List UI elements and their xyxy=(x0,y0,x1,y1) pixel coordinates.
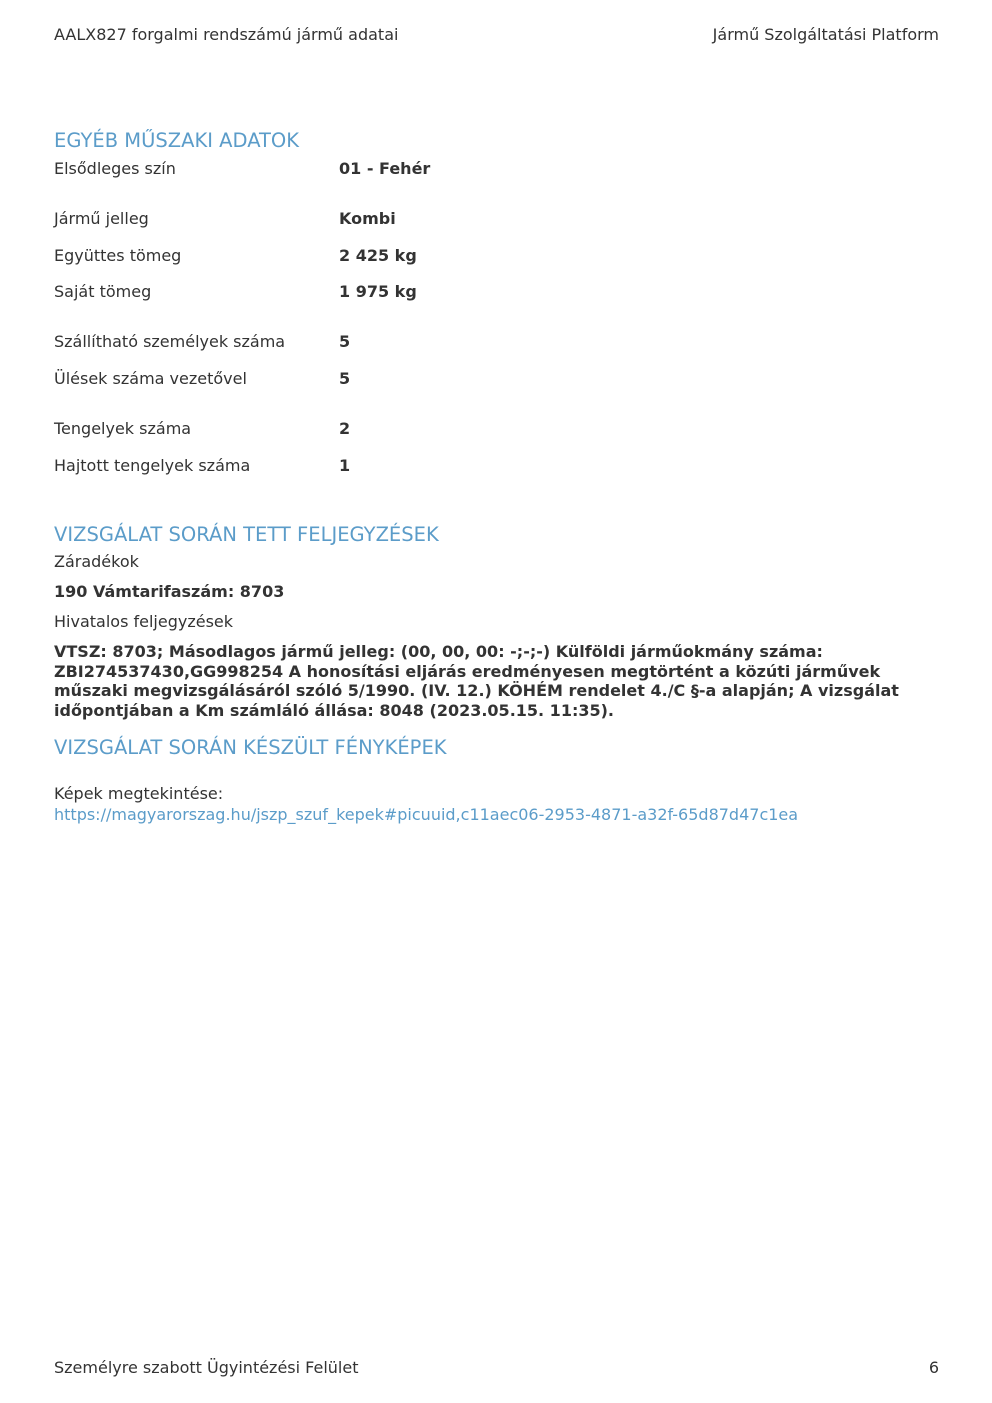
primary-color-value: 01 - Fehér xyxy=(339,159,431,178)
photos-link[interactable]: https://magyarorszag.hu/jszp_szuf_kepek#picuuid,c11aec06-2953-4871-a32f-65d87d47c1ea xyxy=(54,805,799,824)
axle-count-label: Tengelyek száma xyxy=(54,419,192,438)
vehicle-type-label: Jármű jelleg xyxy=(54,209,149,228)
notes-section-title: VIZSGÁLAT SORÁN TETT FELJEGYZÉSEK xyxy=(54,523,439,546)
driven-axle-count-value: 1 xyxy=(339,456,351,475)
official-notes-line: időpontjában a Km számláló állása: 8048 (2023.05.15. 11:35). xyxy=(54,700,614,720)
gross-weight-value: 2 425 kg xyxy=(339,246,417,265)
photos-section-title: VIZSGÁLAT SORÁN KÉSZÜLT FÉNYKÉPEK xyxy=(54,736,447,759)
view-photos-label: Képek megtekintése: xyxy=(54,784,224,803)
page-number: 6 xyxy=(928,1358,939,1377)
official-notes-text xyxy=(54,642,940,720)
gross-weight-label: Együttes tömeg xyxy=(54,246,182,265)
header-platform-name: Jármű Szolgáltatási Platform xyxy=(712,25,939,44)
seat-count-label: Ülések száma vezetővel xyxy=(54,369,247,388)
page-header xyxy=(54,24,939,46)
official-notes-line: műszaki megvizsgálásáról szóló 5/1990. (IV. 12.) KÖHÉM rendelet 4./C §-a alapján; A vizsgálat xyxy=(54,681,899,701)
official-notes-label: Hivatalos feljegyzések xyxy=(54,612,234,631)
official-notes-line: VTSZ: 8703; Másodlagos jármű jelleg: (00, 00, 00: -;-;-) Külföldi járműokmány száma: xyxy=(54,642,823,661)
clauses-label: Záradékok xyxy=(54,552,139,571)
own-weight-label: Saját tömeg xyxy=(54,282,152,301)
vehicle-type-value: Kombi xyxy=(339,209,396,228)
official-notes-line: ZBI274537430,GG998254 A honosítási eljárás eredményesen megtörtént a közúti járművek xyxy=(54,661,881,681)
primary-color-label: Elsődleges szín xyxy=(54,159,176,178)
passenger-count-value: 5 xyxy=(339,332,351,351)
footer-service-name: Személyre szabott Ügyintézési Felület xyxy=(54,1358,359,1377)
page-footer xyxy=(54,1357,939,1379)
clauses-value: 190 Vámtarifaszám: 8703 xyxy=(54,582,285,601)
own-weight-value: 1 975 kg xyxy=(339,282,417,301)
technical-section-title: EGYÉB MŰSZAKI ADATOK xyxy=(54,129,300,152)
header-vehicle-title: AALX827 forgalmi rendszámú jármű adatai xyxy=(54,25,399,44)
driven-axle-count-label: Hajtott tengelyek száma xyxy=(54,456,251,475)
seat-count-value: 5 xyxy=(339,369,351,388)
axle-count-value: 2 xyxy=(339,419,351,438)
passenger-count-label: Szállítható személyek száma xyxy=(54,332,286,351)
